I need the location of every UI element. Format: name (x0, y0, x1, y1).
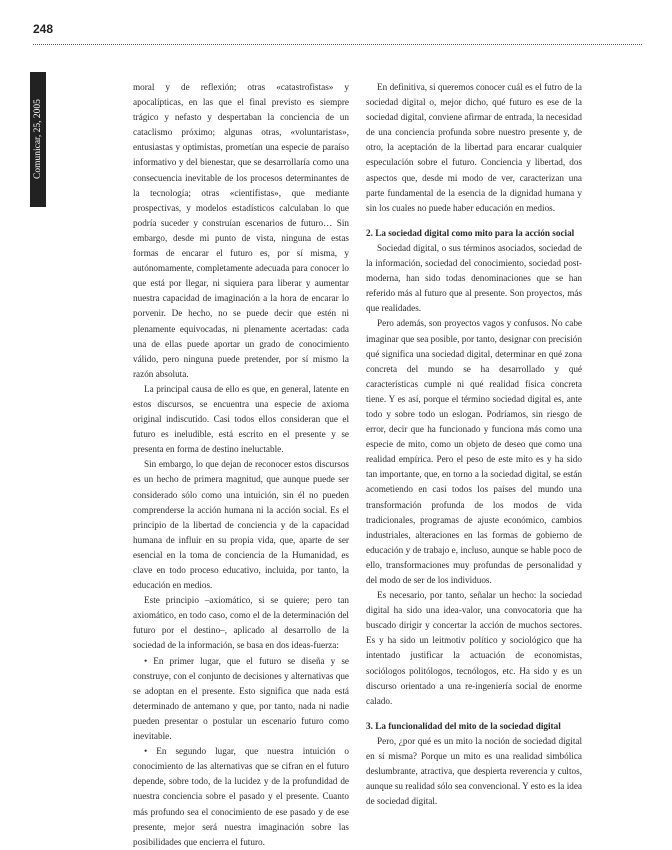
section-heading-2: 2. La sociedad digital como mito para la acción social (366, 227, 575, 238)
page-number: 248 (33, 22, 54, 36)
paragraph: moral y de reflexión; otras «catastrofistas» y apocalípticas, en las que el final previsto es siempre trágico y nefasto y despertaban la conciencia de un cataclismo próximo; algunas otras, «voluntaristas», entusiastas y optimistas, prometían una especie de paraíso informativo y del bienestar, que se desarrollaría como una consecuencia inevitable de los procesos determinantes de la tecnología; otras «cientifistas», que mediante prospectivas, y modelos estadísticos calculaban lo que podría suceder y construían escenarios de futuro… Sin embargo, desde mi punto de vista, ninguna de estas formas de encarar el futuro es, por sí misma, y autónomamente, completamente adecuada para conocer lo que está por llegar, ni siquiera para liberar y aumentar nuestra capacidad de imaginación a la hora de encarar lo porvenir. De hecho, no se puede decir que estén ni plenamente equivocadas, ni plenamente acertadas: cada una de ellas puede aportar un grado de conocimiento válido, pero ninguna puede pretender, por sí mismo la razón absoluta. (133, 82, 349, 379)
right-column (366, 80, 582, 809)
paragraph: Pero además, son proyectos vagos y confusos. No cabe imaginar que sea posible, por tanto, designar con precisión qué significa una sociedad digital, determinar en qué zona concreta del mundo se ha desarrollado y qué características cumple ni qué realidad física concreta tiene. Y es así, porque el término sociedad digital es, ante todo y sobre todo un eslogan. Podríamos, sin riesgo de error, decir que ha funcionado y funciona más como una especie de mito, como un objeto de deseo que como una realidad empírica. Pero el peso de este mito es y ha sido tan importante, que, en torno a la sociedad digital, se están acometiendo en casi todos los países del mundo una transformación profunda de los modos de vida tradicionales, programas de ajuste económico, cambios industriales, alteraciones en las formas de gobierno de educación y de trabajo e, incluso, aunque se hable poco de ello, transformaciones muy profundas de personalidad y del modo de ser de los individuos. (366, 318, 582, 585)
paragraph: Es necesario, por tanto, señalar un hecho: la sociedad digital ha sido una idea-valor, una convocatoria que ha buscado dirigir y concertar la acción de muchos sectores. Es y ha sido un leitmotiv político y sociológico que ha intentado justificar la actuación de economistas, sociólogos politólogos, tecnólogos, etc. Ha sido y es un discurso orientado a una re-ingeniería social de enorme calado. (366, 590, 582, 706)
journal-side-tab: Comunicar, 25, 2005 (30, 72, 46, 207)
paragraph: Pero, ¿por qué es un mito la noción de sociedad digital en sí misma? Porque un mito es una realidad simbólica deslumbrante, atractiva, que despierta reverencia y cultos, aunque su realidad sólo sea convencional. Y esto es la idea de sociedad digital. (366, 735, 582, 807)
paragraph: En definitiva, si queremos conocer cuál es el futro de la sociedad digital o, mejor dicho, qué futuro es ese de la sociedad digital, conviene afirmar de entrada, la necesidad de una conciencia profunda sobre nuestro presente y, de otro, la aceptación de la libertad para encarar cualquier especulación sobre el futuro. Conciencia y libertad, dos aspectos que, desde mi modo de ver, caracterizan una parte fundamental de la esencia de la dignidad humana y sin los cuales no puede haber educación en medios. (366, 82, 582, 213)
bullet-item: • En segundo lugar, que nuestra intuición o conocimiento de las alternativas que se cifran en el futuro depende, sobre todo, de la lucidez y de la profundidad de nuestra conciencia sobre el pasado y el presente. Cuanto más profundo sea el conocimiento de ese pasado y de ese presente, mejor será nuestra imaginación sobre las posibilidades que encierra el futuro. (133, 746, 349, 847)
paragraph: Sociedad digital, o sus términos asociados, sociedad de la información, sociedad del conocimiento, sociedad post-moderna, han sido todas denominaciones que se han referido más al futuro que al presente. Son proyectos, más que realidades. (366, 242, 582, 314)
section-heading-3: 3. La funcionalidad del mito de la sociedad digital (366, 720, 561, 731)
bullet-item: • En primer lugar, que el futuro se diseña y se construye, con el conjunto de decisiones y alternativas que se adoptan en el presente. Esto significa que nada está determinado de antemano y que, por tanto, nada ni nadie pueden presentar o postular un escenario futuro como inevitable. (133, 655, 349, 742)
header-dotted-rule (33, 44, 642, 45)
paragraph: Sin embargo, lo que dejan de reconocer estos discursos es un hecho de primera magnitud, que aunque puede ser considerado sólo como una intuición, sin él no pueden comprenderse la acción humana ni la acción social. Es el principio de la libertad de conciencia y de la capacidad humana de influir en su propia vida, que, aparte de ser esencial en la toma de conciencia de la Humanidad, es clave en todo proceso educativo, incluida, por tanto, la educación en medios. (133, 459, 349, 591)
paragraph: La principal causa de ello es que, en general, latente en estos discursos, se encuentra una especie de axioma original indiscutido. Casi todos ellos consideran que el futuro es ineludible, está escrito en el presente y se presenta en forma de destino ineluctable. (133, 383, 349, 455)
left-column (133, 80, 349, 850)
paragraph: Este principio –axiomático, si se quiere; pero tan axiomático, en todo caso, como el de la determinación del futuro por el destino–, aplicado al desarrollo de la sociedad de la información, se basa en dos ideas-fuerza: (133, 595, 349, 651)
